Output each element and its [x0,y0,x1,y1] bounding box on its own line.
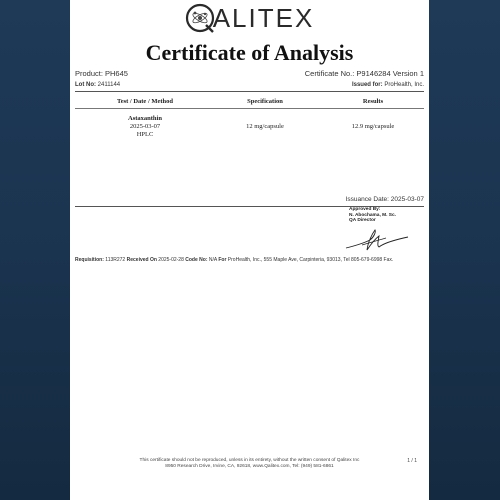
for-label: For [218,257,227,263]
header-divider [75,91,424,92]
column-header-specification: Specification [247,98,283,105]
approval-block [349,207,396,224]
background-left [0,0,70,500]
lot-number [75,82,120,88]
test-method: HPLC [136,131,154,138]
page-number: 1 / 1 [407,458,417,464]
for-value: ProHealth, Inc., 555 Maple Ave, Carpinteria, 93013, Tel 805-679-6998 Fax. [227,257,394,263]
product-label: Product: PH645 [75,69,128,78]
column-header-test: Test / Date / Method [116,98,174,105]
lot-label: Lot No: [75,82,96,88]
product-certificate-row [75,69,424,78]
requisition-label: Requisition: [75,257,104,263]
code-label: Code No: [185,257,208,263]
approver-role: QA Director [349,218,376,224]
issued-label: Issued for: [351,82,383,88]
lot-issued-row [75,82,424,88]
requisition-value: 113R272 [105,257,126,263]
test-date: 2025-03-07 [129,123,161,130]
approver-name: N. Abochama, M. Sc. [349,212,397,218]
page-title: Certificate of Analysis [145,40,354,65]
table-row-specification: 12 mg/capsule [246,123,284,130]
table-row-result: 12.9 mg/capsule [351,123,395,130]
footer-disclaimer [70,458,429,470]
test-name: Astaxanthin [128,115,162,122]
logo-text: ALITEX [212,2,315,33]
signature-icon [342,226,412,254]
issued-for [352,82,424,88]
footer-line-2: 8950 Research Drive, Irvine, CA, 92618, www.Qalitex.com, Tel: (949) 581-6861 [165,464,334,469]
received-label: Received On [126,257,157,263]
requisition-line [75,257,424,263]
code-value: N/A [208,257,217,263]
issuance-date: Issuance Date: 2025-03-07 [345,196,424,203]
certificate-number: Certificate No.: P9146284 Version 1 [304,69,424,78]
column-header-results: Results [362,98,384,105]
certificate-page [70,0,429,500]
approved-by-label: Approved By: [349,207,381,212]
lot-value: 2411144 [97,82,121,88]
issued-value: ProHealth, Inc. [384,82,424,88]
footer-line-1: This certificate should not be reproduced, unless in its entirety, without the written consent of Qalitex Inc [139,458,360,463]
received-value: 2025-02-28 [158,257,184,263]
q-logo-icon [185,3,215,33]
qalitex-logo [70,3,429,33]
table-header-divider [75,108,424,109]
background-right [430,0,500,500]
table-row-test [100,115,190,139]
